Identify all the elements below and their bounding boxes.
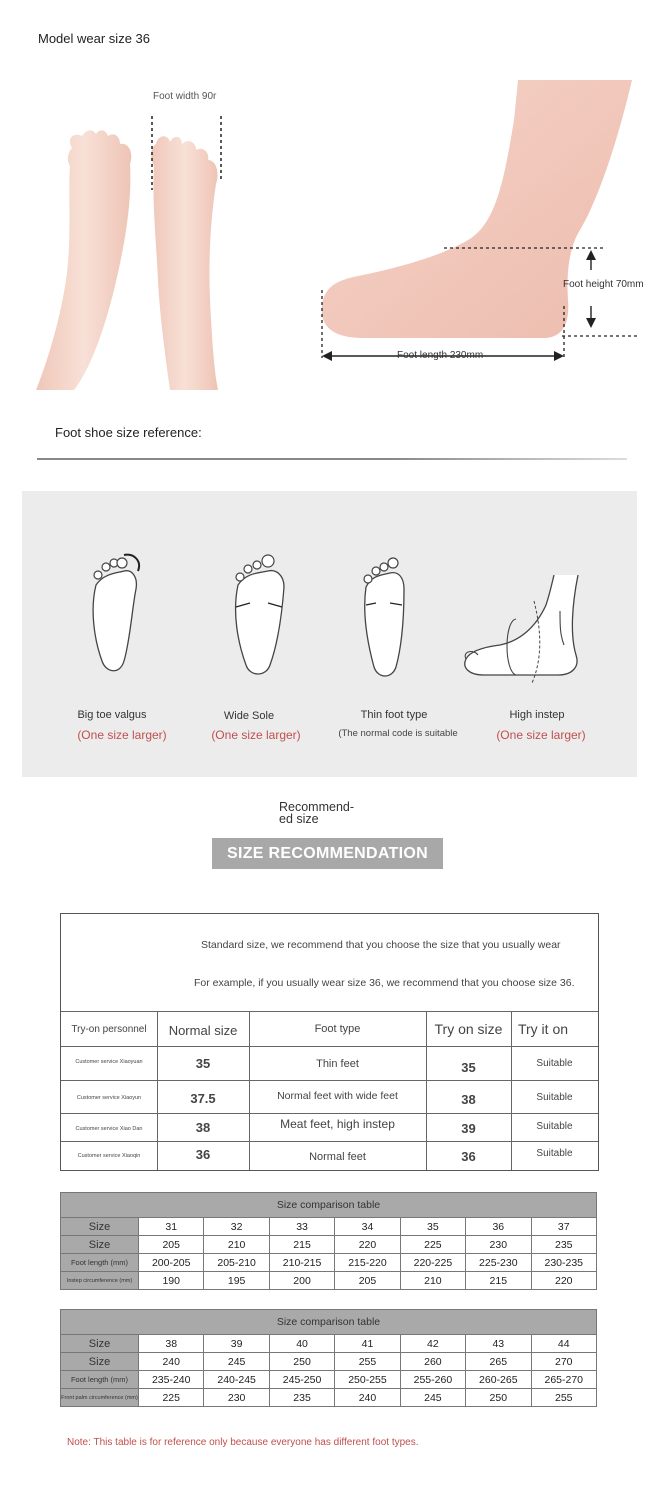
size-cell: 240-245	[204, 1371, 269, 1389]
size-cell: 245	[204, 1353, 269, 1371]
foot-type-label-thin-foot: Thin foot type	[360, 709, 428, 721]
tryon-row-result: Suitable	[536, 1148, 573, 1159]
size-cell: 265	[466, 1353, 531, 1371]
tryon-row-result: Suitable	[536, 1092, 573, 1103]
tryon-row-person: Customer service Xiaoqin	[77, 1153, 141, 1159]
foot-width-label: Foot width 90r	[153, 91, 217, 102]
size-cell: 200-205	[139, 1254, 204, 1272]
size-cell: 245	[400, 1389, 465, 1407]
tryon-row-normal: 37.5	[190, 1091, 216, 1106]
tryon-row-person: Customer service Xiaoyuan	[75, 1059, 143, 1065]
size-cell: 39	[204, 1335, 269, 1353]
size-cell: 230	[466, 1236, 531, 1254]
foot-height-label: Foot height 70mm	[563, 279, 644, 290]
foot-type-label-high-instep: High instep	[509, 709, 565, 721]
size-row-label: Foot length (mm)	[61, 1254, 139, 1272]
tryon-header-foot-type: Foot type	[314, 1023, 361, 1035]
tryon-row-normal: 35	[195, 1056, 211, 1071]
size-cell: 240	[335, 1389, 400, 1407]
size-cell: 36	[466, 1218, 531, 1236]
shoe-size-reference-title: Foot shoe size reference:	[55, 425, 202, 440]
tryon-row-type: Normal feet with wide feet	[277, 1090, 398, 1102]
size-cell: 245-250	[269, 1371, 334, 1389]
size-cell: 255	[531, 1389, 596, 1407]
size-cell: 220-225	[400, 1254, 465, 1272]
size-cell: 270	[531, 1353, 596, 1371]
size-cell: 220	[335, 1236, 400, 1254]
size-cell: 210	[204, 1236, 269, 1254]
tryon-header-try-result: Try it on	[517, 1021, 569, 1037]
size-cell: 235-240	[139, 1371, 204, 1389]
size-comparison-table-1	[60, 1192, 597, 1290]
size-table-caption: Size comparison table	[61, 1193, 597, 1218]
model-caption: Model wear size 36	[38, 31, 150, 46]
tryon-row-type: Meat feet, high instep	[280, 1117, 395, 1131]
tryon-header-try-size: Try on size	[434, 1021, 503, 1037]
size-row-label: Size	[61, 1236, 139, 1254]
size-cell: 195	[204, 1272, 269, 1290]
size-cell: 220	[531, 1272, 596, 1290]
size-cell: 250	[269, 1353, 334, 1371]
big-toe-valgus-icon	[84, 549, 144, 679]
feet-front-photo	[30, 80, 260, 390]
size-cell: 190	[139, 1272, 204, 1290]
tryon-row-result: Suitable	[536, 1058, 573, 1069]
size-cell: 225	[400, 1236, 465, 1254]
size-cell: 255	[335, 1353, 400, 1371]
size-cell: 210	[400, 1272, 465, 1290]
size-cell: 225	[139, 1389, 204, 1407]
foot-type-note-high-instep: (One size larger)	[496, 728, 586, 742]
tryon-row-try: 35	[461, 1060, 476, 1075]
size-cell: 34	[335, 1218, 400, 1236]
size-cell: 43	[466, 1335, 531, 1353]
size-cell: 200	[269, 1272, 334, 1290]
recommended-size-caption: Recommend- ed size	[279, 800, 355, 826]
size-cell: 230	[204, 1389, 269, 1407]
foot-type-note-wide-sole: (One size larger)	[211, 728, 301, 742]
size-recommendation-banner: SIZE RECOMMENDATION	[212, 838, 443, 869]
size-cell: 260-265	[466, 1371, 531, 1389]
size-row-label: Front palm circumference (mm)	[61, 1389, 139, 1407]
size-cell: 230-235	[531, 1254, 596, 1272]
tryon-row-normal: 38	[195, 1120, 211, 1135]
tryon-row-person: Customer service Xiao Dan	[75, 1126, 143, 1132]
foot-type-note-thin-foot: (The normal code is suitable	[338, 728, 458, 739]
size-cell: 235	[531, 1236, 596, 1254]
size-cell: 35	[400, 1218, 465, 1236]
wide-sole-icon	[228, 551, 292, 681]
size-cell: 205-210	[204, 1254, 269, 1272]
size-table-caption: Size comparison table	[61, 1310, 597, 1335]
size-cell: 250-255	[335, 1371, 400, 1389]
size-cell: 33	[269, 1218, 334, 1236]
size-row-label: Size	[61, 1335, 139, 1353]
size-row-label: Size	[61, 1218, 139, 1236]
tryon-row-person: Customer service Xiaoyun	[76, 1095, 142, 1101]
tryon-header-person: Try-on personnel	[71, 1024, 147, 1035]
reference-note: Note: This table is for reference only because everyone has different foot types.	[67, 1437, 419, 1448]
size-cell: 31	[139, 1218, 204, 1236]
size-cell: 215	[269, 1236, 334, 1254]
size-cell: 250	[466, 1389, 531, 1407]
size-row-label: Foot length (mm)	[61, 1371, 139, 1389]
size-cell: 42	[400, 1335, 465, 1353]
thin-foot-icon	[356, 553, 412, 683]
size-cell: 235	[269, 1389, 334, 1407]
foot-type-label-big-toe-valgus: Big toe valgus	[77, 709, 147, 721]
tryon-intro-1: Standard size, we recommend that you choose the size that you usually wear	[201, 939, 561, 951]
foot-type-label-wide-sole: Wide Sole	[223, 710, 275, 722]
high-instep-icon	[460, 575, 590, 685]
size-cell: 210-215	[269, 1254, 334, 1272]
size-row-label: Instep circumference (mm)	[61, 1272, 139, 1290]
size-cell: 205	[139, 1236, 204, 1254]
foot-side-photo	[318, 80, 638, 380]
size-cell: 265-270	[531, 1371, 596, 1389]
tryon-row-try: 39	[461, 1121, 476, 1136]
size-cell: 38	[139, 1335, 204, 1353]
size-cell: 32	[204, 1218, 269, 1236]
size-cell: 215	[466, 1272, 531, 1290]
size-cell: 44	[531, 1335, 596, 1353]
size-cell: 37	[531, 1218, 596, 1236]
size-cell: 205	[335, 1272, 400, 1290]
tryon-row-type: Thin feet	[316, 1058, 359, 1070]
foot-types-panel	[22, 491, 637, 777]
size-cell: 225-230	[466, 1254, 531, 1272]
divider	[37, 458, 627, 460]
size-cell: 41	[335, 1335, 400, 1353]
tryon-intro-2: For example, if you usually wear size 36, we recommend that you choose size 36.	[194, 977, 575, 989]
tryon-row-normal: 36	[195, 1147, 211, 1162]
size-cell: 240	[139, 1353, 204, 1371]
tryon-row-try: 38	[461, 1092, 476, 1107]
size-cell: 255-260	[400, 1371, 465, 1389]
tryon-row-result: Suitable	[536, 1121, 573, 1132]
size-comparison-table-2	[60, 1309, 597, 1407]
size-row-label: Size	[61, 1353, 139, 1371]
foot-type-note-big-toe-valgus: (One size larger)	[77, 728, 167, 742]
foot-length-label: Foot length 230mm	[397, 350, 484, 361]
tryon-header-normal-size: Normal size	[168, 1023, 238, 1038]
tryon-row-try: 36	[461, 1149, 476, 1164]
tryon-row-type: Normal feet	[309, 1151, 366, 1163]
size-cell: 40	[269, 1335, 334, 1353]
tryon-table	[60, 913, 599, 1171]
size-cell: 260	[400, 1353, 465, 1371]
size-cell: 215-220	[335, 1254, 400, 1272]
